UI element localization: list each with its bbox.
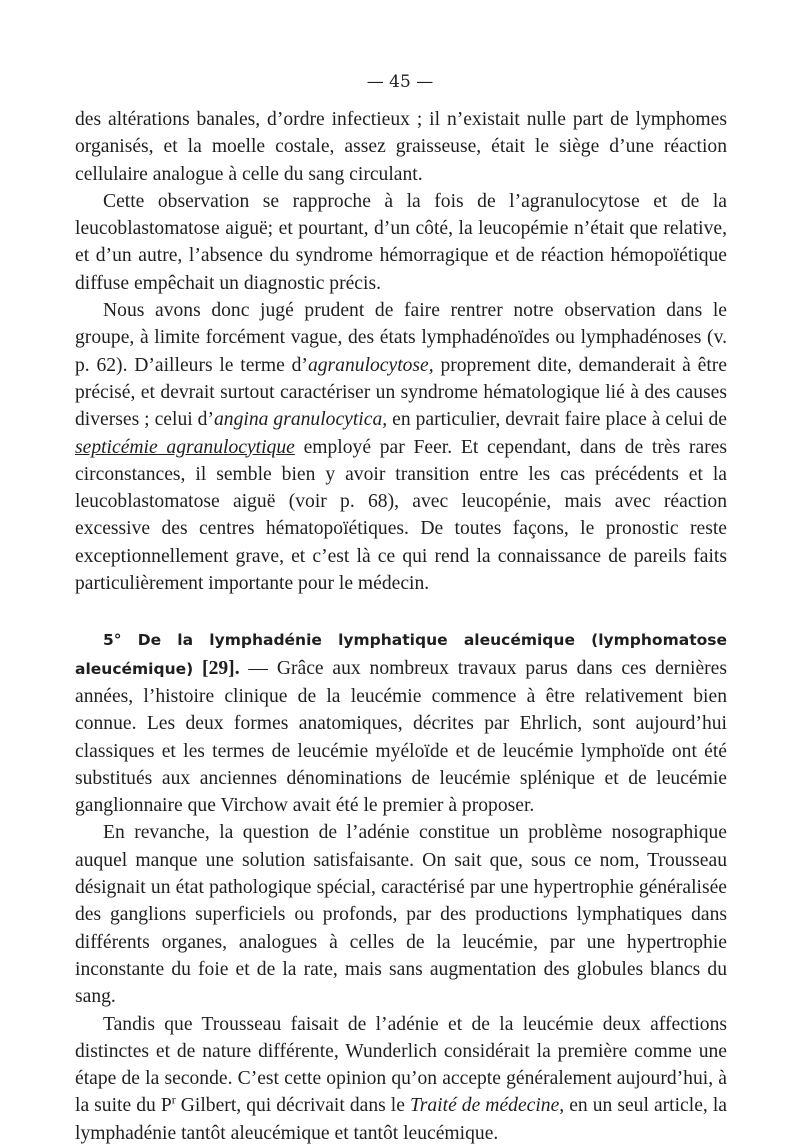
section-5-text: — Grâce aux nombreux travaux parus dans ces dernières années, l’histoire clinique de la leucémie commence à être relativement bien connue. Les deux formes anatomiques, décrites par Ehrlich, sont aujourd’hui classiques et les termes de leucémie myéloïde et de leucémie lymphoïde ont été substitués aux anciennes dénominations de leucémie splénique et de leucémie ganglionnaire que Virchow avait été le premier à proposer. — [75, 657, 727, 817]
body-text — [75, 106, 727, 1147]
professor-superscript: r — [171, 1092, 176, 1107]
book-title-traite-de-medecine: Traité de médecine, — [409, 1095, 565, 1117]
page-number: — 45 — — [366, 72, 434, 92]
paragraph-6 — [75, 1011, 727, 1147]
paragraph-5: En revanche, la question de l’adénie constitue un problème nosographique auquel manque une solution satisfaisante. On sait que, sous ce nom, Trousseau désignait un état pathologique spécial, caractérisé par une hypertrophie généralisée des ganglions superficiels ou profonds, par des productions lymphatiques dans différents organes, analogues à celles de la leucémie, par une hypertrophie inconstante du foie et de la rate, mais sans augmentation des globules blancs du sang. — [75, 822, 727, 1008]
term-agranulocytose: agranulocytose, — [307, 354, 434, 376]
paragraph-1: des altérations banales, d’ordre infectieux ; il n’existait nulle part de lymphomes organisés, et la moelle costale, assez graisseuse, était le siège d’une réaction cellulaire analogue à celle du sang circulant. — [75, 109, 727, 185]
term-angina-granulocytica: angina granulocytica, — [214, 409, 388, 431]
paragraph-6-text-c: en un seul article, la lymphadénie tantôt aleucémique et tantôt leucémique. — [75, 1095, 727, 1144]
paragraph-3 — [75, 297, 727, 597]
paragraph-6-text-a: Tandis que Trousseau faisait de l’adénie et de la leucémie deux affections distinctes et de nature différente, Wunderlich considérait la première comme une étape de la seconde. C’est cette opinion qu’on accepte généralement aujourd’hui, à la suite du P — [75, 1013, 727, 1117]
paragraph-3-text-d: employé par Feer. Et cependant, dans de très rares circonstances, il semble bien y avoir transition entre les cas précédents et la leucoblastomatose aiguë (voir p. 68), avec leucopénie, mais avec réaction excessive des centres hématopoïétiques. De toutes façons, le pronostic reste exceptionnellement grave, et c’est là ce qui rend la connaissance de pareils faits particulièrement importante pour le médecin. — [75, 436, 727, 595]
paragraph-3-text-c: en particulier, devrait faire place à celui de — [387, 409, 727, 431]
section-reference: [29]. — [202, 657, 240, 679]
paragraph-3-text-a: Nous avons donc jugé prudent de faire rentrer notre observation dans le groupe, à limite forcément vague, des états lymphadénoïdes ou lymphadénoses (v. p. 62). D’ailleurs le terme d’ — [75, 300, 727, 376]
paragraph-2: Cette observation se rapproche à la fois de l’agranulocytose et de la leucoblastomatose aiguë; et pourtant, d’un côté, la leucopémie n’était que relative, et d’un autre, l’absence du syndrome hémorragique et de réaction hémopoïétique diffuse empêchait un diagnostic précis. — [75, 190, 727, 294]
section-5-paragraph — [75, 626, 727, 819]
paragraph-6-text-b: Gilbert, qui décrivait dans le — [175, 1095, 410, 1117]
term-septicemie-agranulocytique: septicémie agranulocytique — [75, 436, 295, 458]
paragraph-3-text-b: proprement dite, demanderait à être précisé, et devrait surtout caractériser un syndrome hématologique lié à des causes diverses ; celui d’ — [75, 354, 727, 431]
section-heading: 5° De la lymphadénie lymphatique aleucémique (lymphomatose aleucémique) — [75, 631, 727, 678]
